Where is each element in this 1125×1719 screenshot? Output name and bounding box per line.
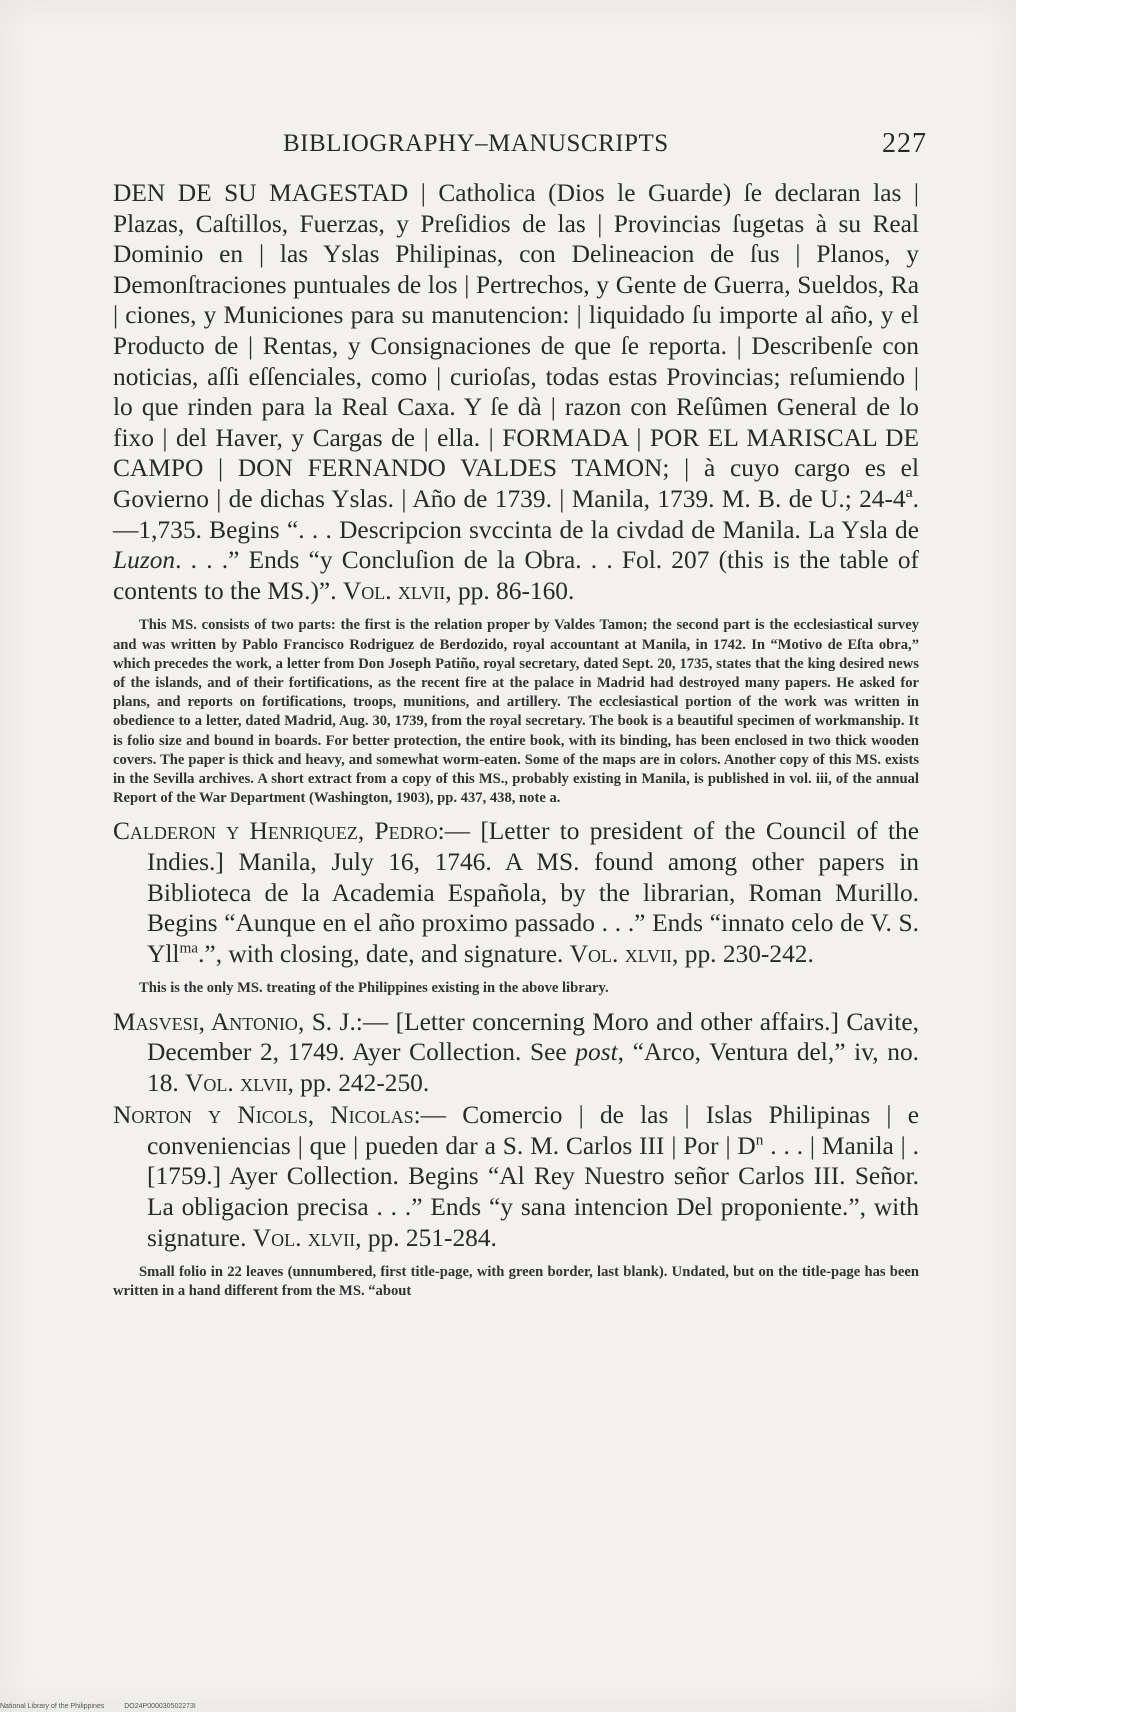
footer-code: DO24P000030502273I xyxy=(124,1703,196,1710)
entry-italic: post xyxy=(575,1038,618,1067)
entry-calderon xyxy=(113,816,919,969)
page-number: 227 xyxy=(882,128,927,159)
entry-author: Calderon y Henriquez, Pedro xyxy=(113,817,438,846)
entry-author: Norton y Nicols, Nicolas xyxy=(113,1101,414,1130)
entry-text: :— Comercio | de las | Islas Philipinas | e conveniencias | que | pueden dar a S. M. Carlos III | Por | D xyxy=(147,1101,919,1160)
running-head xyxy=(113,128,927,168)
entry-italic: Luzon xyxy=(113,546,176,575)
superscript: n xyxy=(755,1131,764,1149)
entry-text: :— [Letter to president of the Council of the Indies.] Manila, July 16, 1746. A MS. found among other papers in Biblioteca de la Academia Española, by the librarian, Roman Murillo. Begins “Aunque en el año proximo passado . . .” Ends “innato celo de V. S. Yll xyxy=(147,817,919,968)
volume-reference: Vol. xlvii xyxy=(252,1223,356,1252)
volume-reference: Vol. xlvii xyxy=(342,576,446,605)
volume-reference: Vol. xlvii xyxy=(569,939,673,968)
note-calderon: This is the only MS. treating of the Philippines existing in the above library. xyxy=(139,980,609,997)
note-valdes-tamon: This MS. consists of two parts: the first is the relation proper by Valdes Tamon; the second part is the ecclesiastical survey and was written by Pablo Francisco Rodriguez de Berdozido, royal accountant at Manila, in 1742. In “Motivo de Eſta obra,” which precedes the work, a letter from Don Joseph Patiño, royal secretary, dated Sept. 20, 1735, states that the king desired news of the islands, and of their fortifications, as the recent fire at the palace in Madrid had destroyed many papers. He asked for plans, and reports on fortifications, troops, munitions, and artillery. The ecclesiastical portion of the work was written in obedience to a letter, dated Madrid, Aug. 30, 1739, from the royal secretary. The book is a beautiful specimen of workmanship. It is folio size and bound in boards. For better protection, the entire book, with its binding, has been enclosed in two thick wooden covers. The paper is thick and heavy, and somewhat worm-eaten. Some of the maps are in colors. Another copy of this MS. exists in the Sevilla archives. A short extract from a copy of this MS., probably existing in Manila, is published in vol. iii, of the annual Report of the War Department (Washington, 1903), pp. 437, 438, note a. xyxy=(113,617,919,807)
entry-text: , S. J.:— [Letter concerning Moro and other affairs.] Cavite, December 2, 1749. Ayer Collection. See xyxy=(147,1007,919,1067)
note-norton: Small folio in 22 leaves (unnumbered, first title-page, with green border, last blank). Undated, but on the title-page has been written in a hand different from the MS. “about xyxy=(113,1264,919,1300)
entry-author: Masvesi, Antonio xyxy=(113,1007,298,1036)
entry-norton xyxy=(113,1100,919,1253)
superscript: ma xyxy=(179,939,199,957)
page-range: , pp. 230-242. xyxy=(672,939,814,968)
entry-text-after: .”, with closing, date, and signature. xyxy=(198,939,570,968)
entry-text-after: , “Arco, Ventura del,” iv, no. 18. xyxy=(147,1038,919,1097)
entry-text-after: . . . | Manila | . [1759.] Ayer Collection. Begins “Al Rey Nuestro señor Carlos III. Señor. La obligacion precisa . . .” Ends “y sana intencion Del proponiente.”, with signature. xyxy=(147,1131,919,1252)
entry-valdes-tamon xyxy=(113,178,919,606)
footer-library: National Library of the Philippines xyxy=(0,1703,105,1710)
scan-footer xyxy=(0,1703,214,1710)
book-page xyxy=(113,128,927,1310)
entry-text: DEN DE SU MAGESTAD | Catholica (Dios le Guarde) ſe declaran las | Plazas, Caſtillos, Fuerzas, y Preſidios de las | Provincias ſugetas à su Real Dominio en | las Yslas Philipinas, con Delineacion de ſus | Planos, y Demonſtraciones puntuales de los | Pertrechos, y Gente de Guerra, Sueldos, Ra | ciones, y Municiones para su manutencion: | liquidado ſu importe al año, y el Producto de | Rentas, y Consignaciones de que ſe reporta. | Describenſe con noticias, aſſi eſſenciales, como | curioſas, todas estas Provincias; reſumiendo | lo que rinden para la Real Caxa. Y ſe dà | razon con Reſûmen General de lo fixo | del Haver, y Cargas de | ella. | FORMADA | POR EL MARISCAL DE CAMPO | DON FERNANDO VALDES TAMON; | à cuyo cargo es el Govierno | de dichas Yslas. | Año de 1739. | Manila, 1739. M. B. de U.; 24-4ª.—1,735. Begins “. . . Descripcion svccinta de la civdad de Manila. La Ysla de xyxy=(113,179,919,544)
running-head-title: BIBLIOGRAPHY–MANUSCRIPTS xyxy=(283,130,669,157)
page-range: , pp. 251-284. xyxy=(355,1223,497,1252)
page-range: , pp. 86-160. xyxy=(445,576,575,605)
entry-text-after: . . . .” Ends “y Concluſion de la Obra. . . Fol. 207 (this is the table of contents to the MS.)”. xyxy=(113,546,919,605)
volume-reference: Vol. xlvii xyxy=(185,1068,288,1097)
entry-masvesi xyxy=(113,1007,919,1099)
page-range: , pp. 242-250. xyxy=(287,1068,430,1097)
